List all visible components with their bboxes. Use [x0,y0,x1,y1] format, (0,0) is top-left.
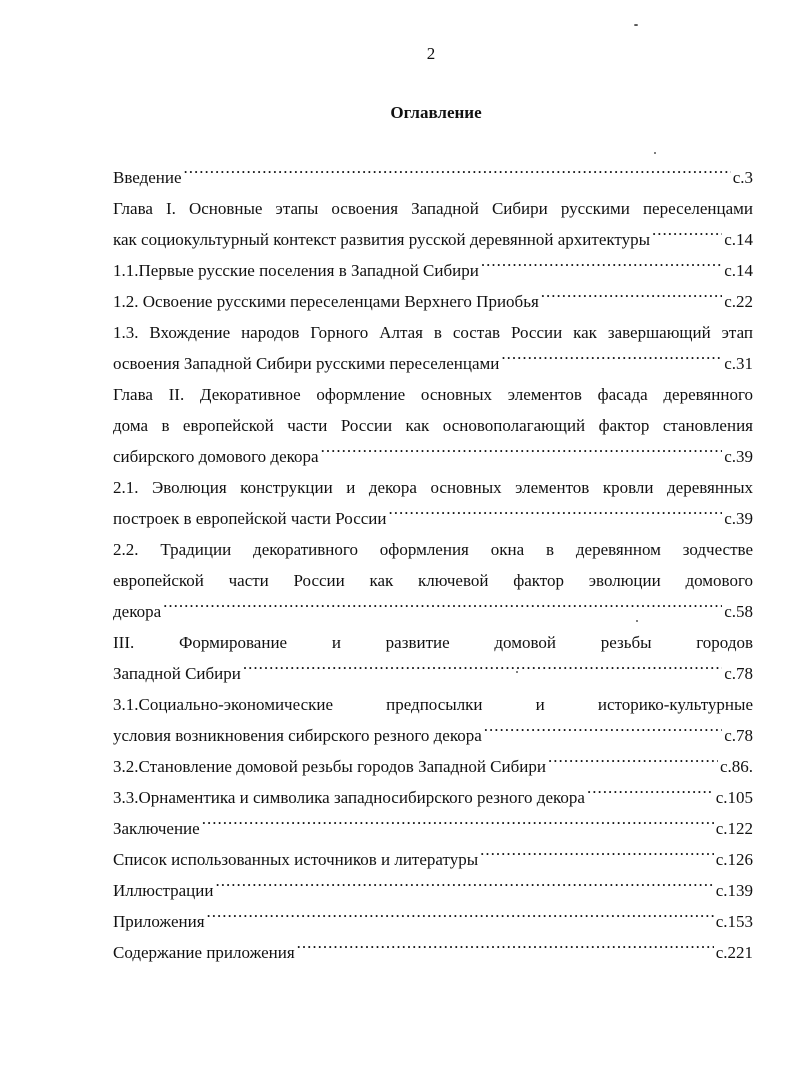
toc-page-ref: с.139 [715,881,753,900]
toc-line [113,689,753,720]
toc-title: Оглавление [390,103,482,122]
dot-leader [389,507,723,524]
dot-leader [501,352,722,369]
dot-leader [163,600,722,617]
dot-leader [484,724,722,741]
toc-entry[interactable] [113,689,753,751]
scan-speck [636,620,638,622]
toc-entry-text: Глава II. Декоративное оформление основных элементов фасада деревянного [113,385,753,404]
toc-page-ref: с.22 [724,292,753,311]
toc-entry-text: Список использованных источников и литературы [113,850,479,869]
toc-page-ref: с.14 [724,261,753,280]
toc-entry-text: европейской части России как ключевой фактор эволюции домового [113,571,753,590]
toc-line [113,596,753,627]
toc-entry[interactable] [113,193,753,255]
toc-entry[interactable] [113,782,753,813]
toc-line [113,751,753,782]
dot-leader [207,910,714,927]
toc-page-ref: с.14 [724,230,753,249]
toc-line [113,317,753,348]
toc-line [113,720,753,751]
toc-entry-text: 2.1. Эволюция конструкции и декора основных элементов кровли деревянных [113,478,753,497]
toc-entry-text: дома в европейской части России как основополагающий фактор становления [113,416,753,435]
toc-entry[interactable] [113,844,753,875]
toc-entry[interactable] [113,286,753,317]
toc-line [113,348,753,379]
dot-leader [321,445,723,462]
toc-page-ref: с.3 [732,168,753,187]
toc-line [113,875,753,906]
toc-entry-text: Иллюстрации [113,881,214,900]
dot-leader [548,755,718,772]
toc-entry-text: 3.2.Становление домовой резьбы городов Западной Сибири [113,757,546,776]
scan-speck [634,24,638,26]
toc-entry[interactable] [113,875,753,906]
toc-line [113,565,753,596]
toc-line [113,379,753,410]
toc-line [113,224,753,255]
toc-entry-text: 1.1.Первые русские поселения в Западной Сибири [113,261,479,280]
toc-page-ref: с.126 [715,850,753,869]
toc-line [113,162,753,193]
dot-leader [297,941,714,958]
toc-page-ref: с.78 [724,726,753,745]
toc-entry-text: декора [113,602,162,621]
toc-line [113,844,753,875]
toc-entry[interactable] [113,751,753,782]
toc-entry-text: Заключение [113,819,200,838]
toc-page-ref: с.39 [724,509,753,528]
toc-entry-text: Приложения [113,912,205,931]
toc-line [113,658,753,689]
toc-entry-text: 2.2. Традиции декоративного оформления окна в деревянном зодчестве [113,540,753,559]
toc-entry-text: 3.1.Социально-экономические предпосылки и историко-культурные [113,695,753,714]
toc-entry[interactable] [113,472,753,534]
dot-leader [184,166,731,183]
toc-entry[interactable] [113,937,753,968]
scan-speck [654,152,656,154]
toc-line [113,193,753,224]
toc-line [113,472,753,503]
toc-entry-text: Глава I. Основные этапы освоения Западной Сибири русскими переселенцами [113,199,753,218]
toc-page-ref: с.105 [715,788,753,807]
toc-page-ref: с.78 [724,664,753,683]
toc-entry[interactable] [113,906,753,937]
toc-line [113,937,753,968]
toc-line [113,782,753,813]
toc-line [113,410,753,441]
toc-page-ref: с.153 [715,912,753,931]
table-of-contents [113,162,753,968]
toc-line [113,286,753,317]
dot-leader [652,228,722,245]
toc-page-ref: с.31 [724,354,753,373]
toc-page-ref: с.122 [715,819,753,838]
page-number: 2 [426,44,436,63]
toc-entry-text: Западной Сибири [113,664,241,683]
toc-page-ref: с.58 [724,602,753,621]
toc-line [113,255,753,286]
dot-leader [541,290,722,307]
toc-page-ref: с.86. [719,757,753,776]
toc-entry[interactable] [113,534,753,627]
toc-entry-text: 3.3.Орнаментика и символика западносибирского резного декора [113,788,585,807]
toc-entry-text: 1.2. Освоение русскими переселенцами Верхнего Приобья [113,292,539,311]
toc-entry[interactable] [113,162,753,193]
toc-entry-text: III. Формирование и развитие домовой резьбы городов [113,633,753,652]
toc-line [113,906,753,937]
toc-entry[interactable] [113,379,753,472]
toc-entry-text: 1.3. Вхождение народов Горного Алтая в состав России как завершающий этап [113,323,753,342]
toc-page-ref: с.39 [724,447,753,466]
toc-entry[interactable] [113,813,753,844]
toc-line [113,503,753,534]
toc-page-ref: с.221 [715,943,753,962]
toc-entry-text: сибирского домового декора [113,447,319,466]
dot-leader [215,879,713,896]
toc-entry[interactable] [113,255,753,286]
dot-leader [480,848,714,865]
toc-line [113,813,753,844]
toc-entry[interactable] [113,627,753,689]
toc-entry[interactable] [113,317,753,379]
toc-line [113,441,753,472]
toc-line [113,627,753,658]
toc-entry-text: построек в европейской части России [113,509,387,528]
dot-leader [481,259,722,276]
scan-speck [516,671,518,673]
dot-leader [587,786,714,803]
dot-leader [202,817,714,834]
toc-entry-text: Введение [113,168,182,187]
toc-entry-text: условия возникновения сибирского резного декора [113,726,482,745]
toc-line [113,534,753,565]
dot-leader [243,662,722,679]
toc-entry-text: Содержание приложения [113,943,295,962]
toc-entry-text: как социокультурный контекст развития русской деревянной архитектуры [113,230,651,249]
toc-entry-text: освоения Западной Сибири русскими переселенцами [113,354,500,373]
